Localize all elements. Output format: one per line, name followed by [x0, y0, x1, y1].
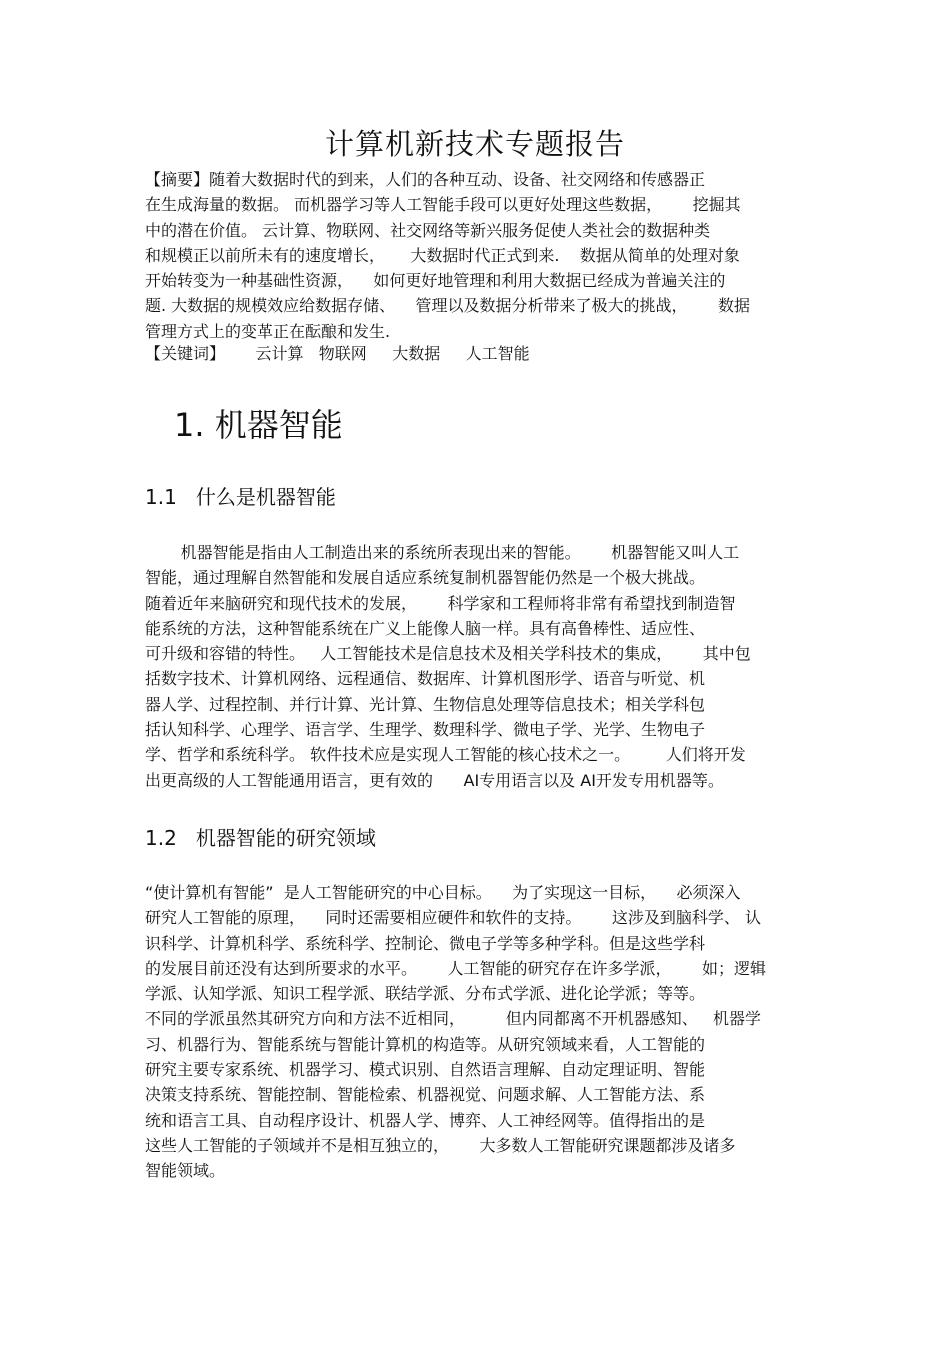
paragraph-line: 学派、认知学派、知识工程学派、联结学派、分布式学派、进化论学派；等等。	[145, 984, 706, 1004]
keywords: 【关键词】 云计算 物联网 大数据 人工智能	[145, 344, 530, 363]
abstract-line: 题. 大数据的规模效应给数据存储、 管理以及数据分析带来了极大的挑战， 数据	[145, 296, 751, 316]
paragraph-line: 括数字技术、计算机网络、远程通信、数据库、计算机图形学、语音与听觉、机	[145, 669, 706, 689]
paragraph-line: 不同的学派虽然其研究方向和方法不近相同， 但内同都离不开机器感知、 机器学	[145, 1009, 761, 1029]
paragraph-line: 研究主要专家系统、机器学习、模式识别、自然语言理解、自动定理证明、智能	[145, 1060, 706, 1080]
paragraph-line: 学、哲学和系统科学。 软件技术应是实现人工智能的核心技术之一。 人们将开发	[145, 745, 746, 765]
paragraph-line: 智能领域。	[145, 1161, 226, 1181]
paragraph-line: 能系统的方法，这种智能系统在广义上能像人脑一样。具有高鲁棒性、适应性、	[145, 618, 706, 638]
paragraph-line: 智能，通过理解自然智能和发展自适应系统复制机器智能仍然是一个极大挑战。	[145, 568, 706, 588]
paragraph-line: 习、机器行为、智能系统与智能计算机的构造等。从研究领域来看，人工智能的	[145, 1034, 706, 1054]
paragraph-line: 器人学、过程控制、并行计算、光计算、生物信息处理等信息技术；相关学科包	[145, 694, 706, 714]
paragraph-line: 出更高级的人工智能通用语言，更有效的 AI专用语言以及 AI开发专用机器等。	[145, 770, 724, 790]
abstract	[145, 167, 813, 344]
paragraph-line: “使计算机有智能” 是人工智能研究的中心目标。 为了实现这一目标， 必须深入	[145, 883, 741, 902]
abstract-line: 中的潜在价值。 云计算、物联网、社交网络等新兴服务促使人类社会的数据种类	[145, 220, 711, 240]
paragraph-line: 识科学、计算机科学、系统科学、控制论、微电子学等多种学科。但是这些学科	[145, 933, 706, 953]
paragraph-line: 决策支持系统、智能控制、智能检索、机器视觉、问题求解、人工智能方法、系	[145, 1085, 706, 1105]
paragraph-line: 的发展目前还没有达到所要求的水平。 人工智能的研究存在许多学派， 如；逻辑	[145, 958, 767, 978]
subsection-heading: 1.2 机器智能的研究领域	[145, 826, 376, 850]
abstract-line: 开始转变为一种基础性资源， 如何更好地管理和利用大数据已经成为普遍关注的	[145, 271, 726, 291]
section-heading: 1. 机器智能	[174, 406, 343, 444]
paragraph-line: 这些人工智能的子领域并不是相互独立的， 大多数人工智能研究课题都涉及诸多	[145, 1135, 736, 1155]
abstract-line: 在生成海量的数据。 而机器学习等人工智能手段可以更好处理这些数据， 挖掘其	[145, 195, 741, 215]
abstract-line: 【摘要】随着大数据时代的到来，人们的各种互动、设备、社交网络和传感器正	[145, 170, 706, 189]
paragraph-line: 随着近年来脑研究和现代技术的发展， 科学家和工程师将非常有希望找到制造智	[145, 593, 736, 613]
paragraph-line: 括认知科学、心理学、语言学、生理学、数理科学、微电子学、光学、生物电子	[145, 720, 706, 740]
abstract-line: 和规模正以前所未有的速度增长， 大数据时代正式到来. 数据从简单的处理对象	[145, 245, 740, 265]
paragraph	[145, 880, 813, 1184]
abstract-line: 管理方式上的变革正在酝酿和发生.	[145, 321, 391, 341]
subsection-heading: 1.1 什么是机器智能	[145, 485, 336, 509]
document-title: 计算机新技术专题报告	[324, 127, 625, 161]
paragraph-line: 机器智能是指由人工制造出来的系统所表现出来的智能。 机器智能又叫人工	[145, 543, 740, 562]
paragraph-line: 研究人工智能的原理， 同时还需要相应硬件和软件的支持。 这涉及到脑科学、 认	[145, 908, 761, 928]
paragraph-line: 统和语言工具、自动程序设计、机器人学、博弈、人工神经网等。值得指出的是	[145, 1110, 706, 1130]
paragraph-line: 可升级和容错的特性。 人工智能技术是信息技术及相关学科技术的集成， 其中包	[145, 644, 751, 664]
paragraph	[145, 540, 813, 793]
